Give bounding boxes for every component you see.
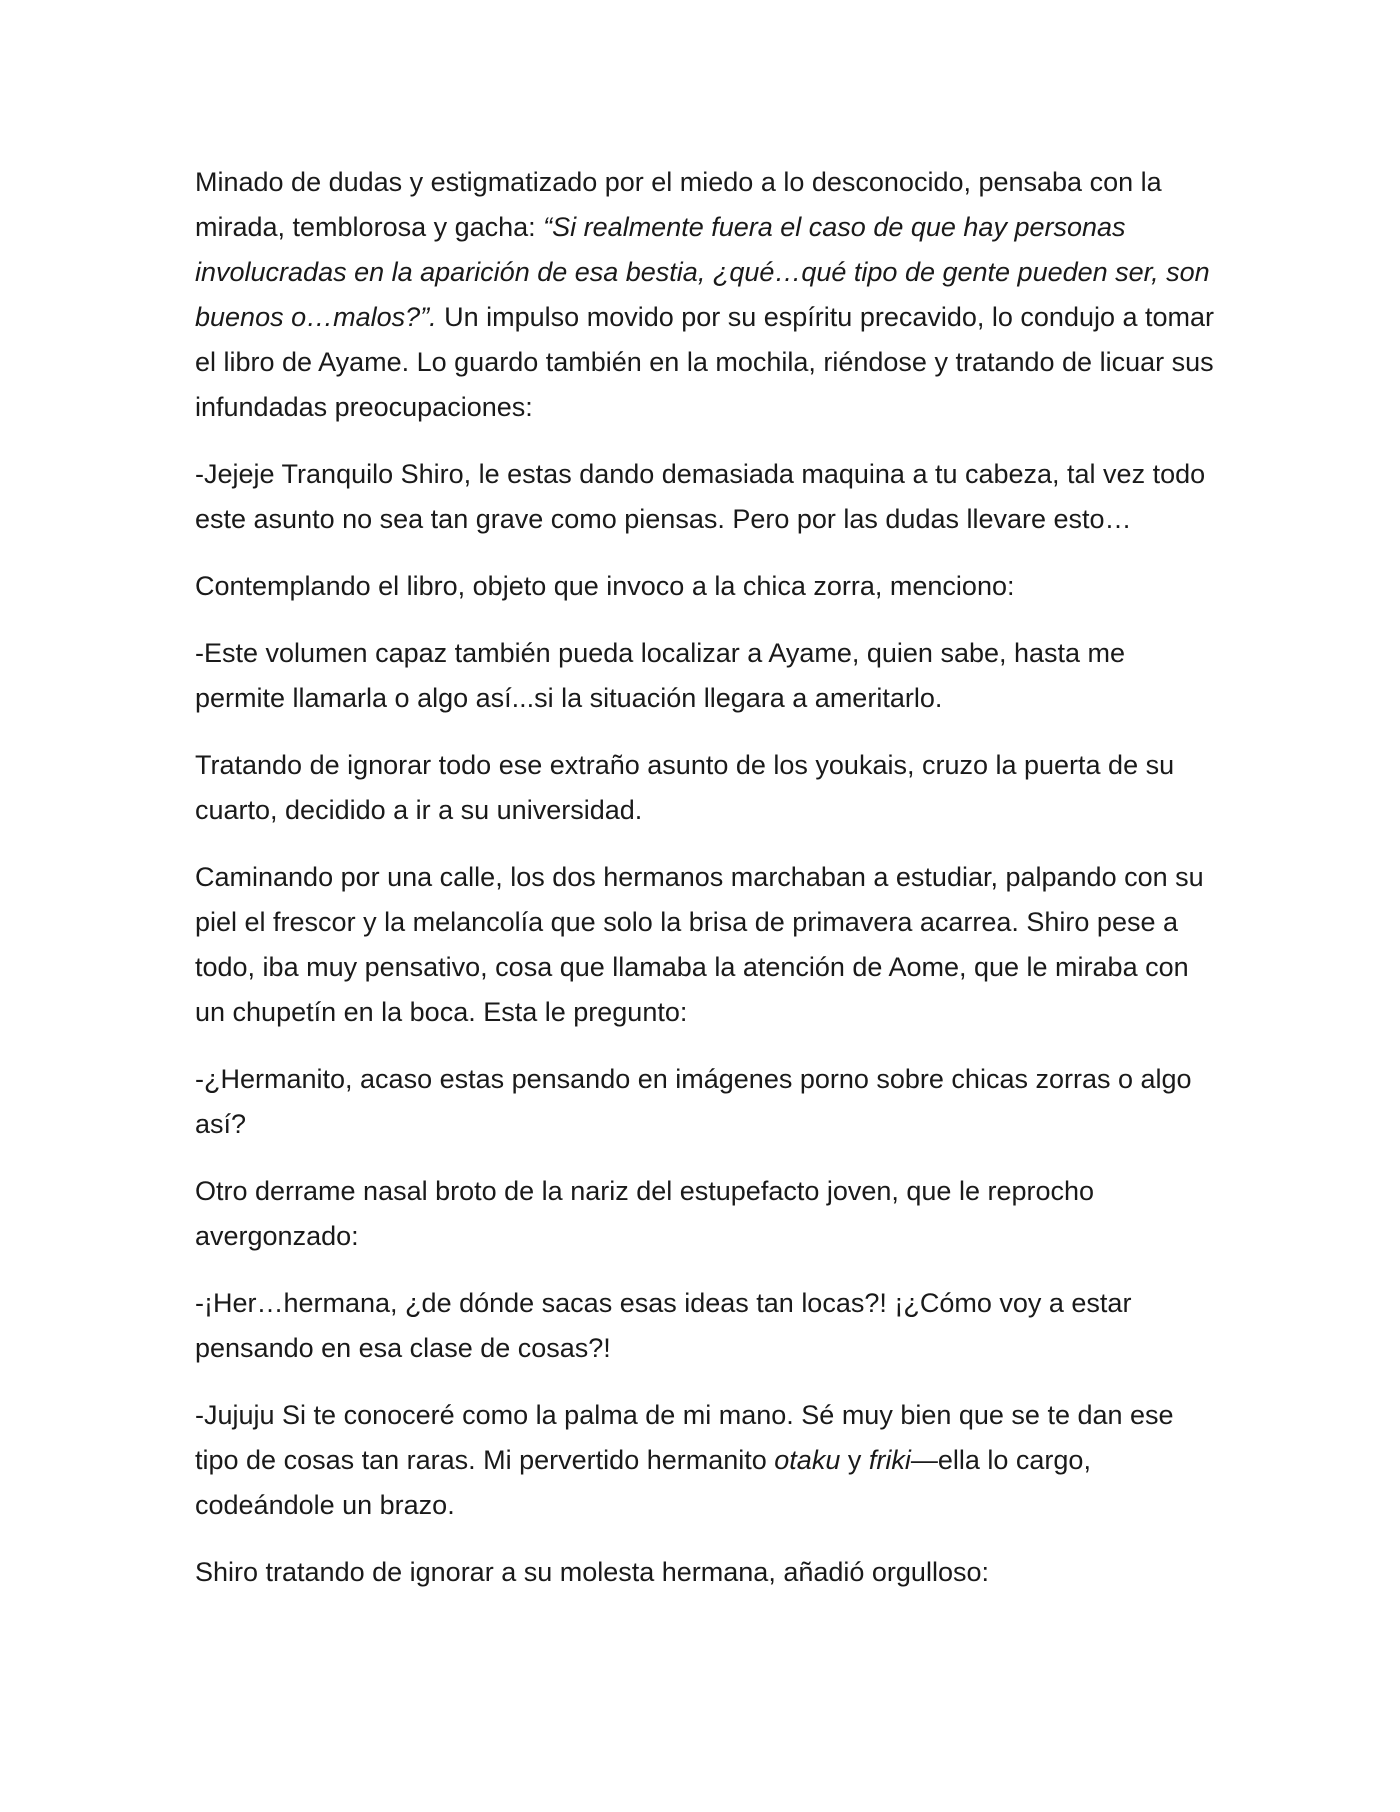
paragraph-text: —ella lo cargo, codeándole un brazo. [195,1445,1091,1520]
paragraph-text: -Jujuju Si te conoceré como la palma de mi mano. Sé muy bien que se te dan ese tipo de cosas tan raras. Mi pervertido hermanito [195,1400,1174,1475]
paragraph-text: Un impulso movido por su espíritu precavido, lo condujo a tomar el libro de Ayame. Lo guardo también en la mochila, riéndose y tratando de licuar sus infundadas preocupaciones: [195,302,1215,422]
paragraph-text: Otro derrame nasal broto de la nariz del estupefacto joven, que le reprocho avergonzado: [195,1176,1095,1251]
paragraph [195,855,1215,1035]
dialogue-paragraph [195,1057,1215,1147]
paragraph [195,160,1215,430]
document-body [195,160,1215,1617]
paragraph-text: y [840,1445,869,1475]
paragraph [195,743,1215,833]
paragraph-text: Caminando por una calle, los dos hermanos marchaban a estudiar, palpando con su piel el frescor y la melancolía que solo la brisa de primavera acarrea. Shiro pese a todo, iba muy pensativo, cosa que llamaba la atención de Aome, que le miraba con un chupetín en la boca. Esta le pregunto: [195,862,1204,1027]
italic-word-text: otaku [774,1445,841,1475]
paragraph [195,1169,1215,1259]
dialogue-paragraph [195,452,1215,542]
paragraph-text: -¿Hermanito, acaso estas pensando en imágenes porno sobre chicas zorras o algo así? [195,1064,1192,1139]
dialogue-paragraph [195,1281,1215,1371]
italic-thought-text: “Si realmente fuera el caso de que hay personas involucradas en la aparición de esa bestia, ¿qué…qué tipo de gente pueden ser, son buenos o…malos?”. [195,212,1210,332]
paragraph-text: Shiro tratando de ignorar a su molesta hermana, añadió orgulloso: [195,1557,989,1587]
italic-word-text: friki [868,1445,911,1475]
paragraph [195,1550,1215,1595]
paragraph-text: Contemplando el libro, objeto que invoco a la chica zorra, menciono: [195,571,1015,601]
dialogue-paragraph [195,631,1215,721]
paragraph-text: -Jejeje Tranquilo Shiro, le estas dando demasiada maquina a tu cabeza, tal vez todo este asunto no sea tan grave como piensas. Pero por las dudas llevare esto… [195,459,1206,534]
paragraph-text: -Este volumen capaz también pueda localizar a Ayame, quien sabe, hasta me permite llamarla o algo así...si la situación llegara a ameritarlo. [195,638,1126,713]
paragraph-text: Minado de dudas y estigmatizado por el miedo a lo desconocido, pensaba con la mirada, temblorosa y gacha: [195,167,1162,242]
paragraph [195,564,1215,609]
paragraph-text: -¡Her…hermana, ¿de dónde sacas esas ideas tan locas?! ¡¿Cómo voy a estar pensando en esa clase de cosas?! [195,1288,1132,1363]
dialogue-paragraph [195,1393,1215,1528]
paragraph-text: Tratando de ignorar todo ese extraño asunto de los youkais, cruzo la puerta de su cuarto, decidido a ir a su universidad. [195,750,1175,825]
